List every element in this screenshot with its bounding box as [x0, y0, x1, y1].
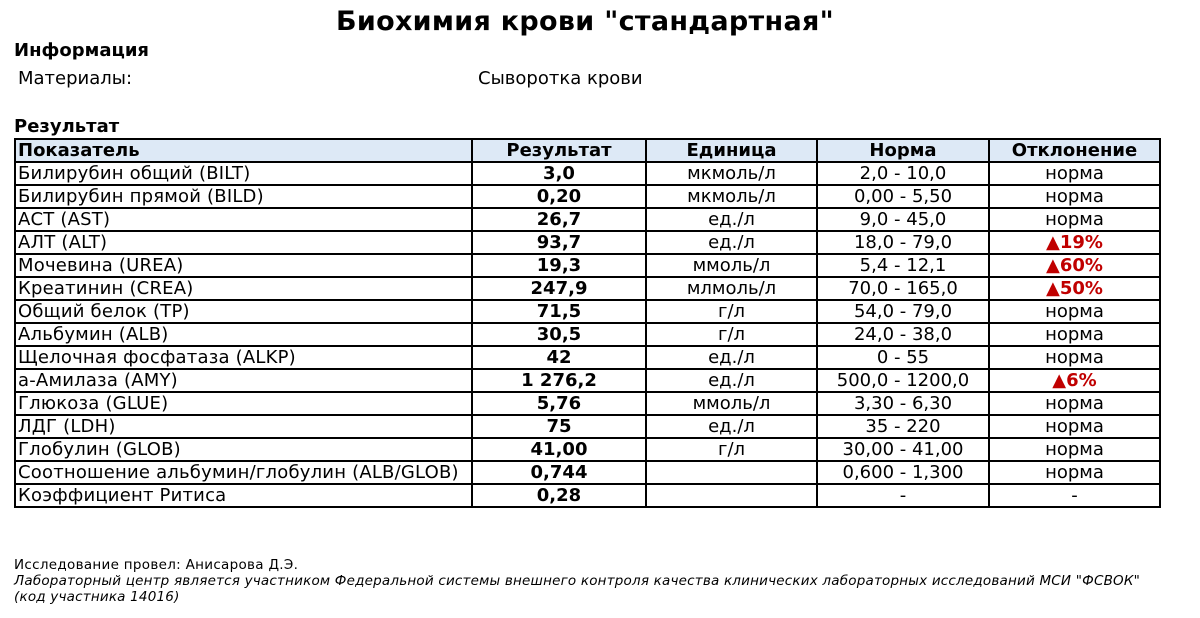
cell-result: 0,744 — [472, 461, 646, 484]
cell-result: 75 — [472, 415, 646, 438]
cell-norm: 0,600 - 1,300 — [817, 461, 989, 484]
cell-deviation: норма — [989, 415, 1160, 438]
cell-unit — [646, 461, 817, 484]
cell-unit: ед./л — [646, 208, 817, 231]
result-heading: Результат — [14, 116, 120, 137]
cell-unit: ед./л — [646, 346, 817, 369]
table-row — [15, 208, 1160, 231]
cell-result: 19,3 — [472, 254, 646, 277]
cell-indicator: Глобулин (GLOB) — [15, 438, 472, 461]
column-header-result: Результат — [472, 139, 646, 162]
table-row — [15, 162, 1160, 185]
cell-unit: г/л — [646, 300, 817, 323]
table-row — [15, 231, 1160, 254]
cell-deviation: норма — [989, 461, 1160, 484]
cell-result: 30,5 — [472, 323, 646, 346]
table-row — [15, 461, 1160, 484]
cell-norm: 24,0 - 38,0 — [817, 323, 989, 346]
cell-deviation: норма — [989, 185, 1160, 208]
cell-deviation: норма — [989, 208, 1160, 231]
cell-unit: мкмоль/л — [646, 185, 817, 208]
table-row — [15, 185, 1160, 208]
cell-unit: г/л — [646, 438, 817, 461]
cell-result: 26,7 — [472, 208, 646, 231]
cell-deviation: ▲19% — [989, 231, 1160, 254]
table-row — [15, 254, 1160, 277]
cell-indicator: ЛДГ (LDH) — [15, 415, 472, 438]
cell-result: 247,9 — [472, 277, 646, 300]
cell-result: 5,76 — [472, 392, 646, 415]
table-row — [15, 323, 1160, 346]
page-title: Биохимия крови "стандартная" — [336, 6, 834, 37]
cell-result: 3,0 — [472, 162, 646, 185]
results-body — [15, 162, 1160, 507]
cell-result: 42 — [472, 346, 646, 369]
materials-label: Материалы: — [18, 68, 133, 89]
cell-indicator: Мочевина (UREA) — [15, 254, 472, 277]
cell-result: 93,7 — [472, 231, 646, 254]
cell-deviation: норма — [989, 162, 1160, 185]
table-row — [15, 346, 1160, 369]
cell-norm: 2,0 - 10,0 — [817, 162, 989, 185]
column-header-norm: Норма — [817, 139, 989, 162]
cell-indicator: Коэффициент Ритиса — [15, 484, 472, 507]
materials-value: Сыворотка крови — [478, 68, 643, 89]
cell-deviation: норма — [989, 323, 1160, 346]
cell-norm: 500,0 - 1200,0 — [817, 369, 989, 392]
table-row — [15, 277, 1160, 300]
cell-deviation: ▲50% — [989, 277, 1160, 300]
cell-result: 71,5 — [472, 300, 646, 323]
cell-norm: 5,4 - 12,1 — [817, 254, 989, 277]
cell-norm: 54,0 - 79,0 — [817, 300, 989, 323]
cell-norm: 9,0 - 45,0 — [817, 208, 989, 231]
cell-indicator: АСТ (AST) — [15, 208, 472, 231]
cell-deviation: - — [989, 484, 1160, 507]
cell-deviation: ▲60% — [989, 254, 1160, 277]
cell-indicator: Общий белок (TP) — [15, 300, 472, 323]
cell-norm: - — [817, 484, 989, 507]
cell-unit: ед./л — [646, 415, 817, 438]
cell-norm: 18,0 - 79,0 — [817, 231, 989, 254]
table-row — [15, 484, 1160, 507]
table-row — [15, 300, 1160, 323]
cell-unit: ед./л — [646, 231, 817, 254]
cell-norm: 0 - 55 — [817, 346, 989, 369]
table-row — [15, 392, 1160, 415]
cell-indicator: Глюкоза (GLUE) — [15, 392, 472, 415]
cell-indicator: Билирубин прямой (BILD) — [15, 185, 472, 208]
lab-note: Лабораторный центр является участником Федеральной системы внешнего контроля качества клинических лабораторных исследований МСИ "ФСВОК" (код участника 14016) — [14, 573, 1141, 605]
cell-unit: ед./л — [646, 369, 817, 392]
cell-deviation: ▲6% — [989, 369, 1160, 392]
cell-indicator: Соотношение альбумин/глобулин (ALB/GLOB) — [15, 461, 472, 484]
info-heading: Информация — [14, 40, 149, 61]
cell-indicator: a-Амилаза (AMY) — [15, 369, 472, 392]
cell-norm: 35 - 220 — [817, 415, 989, 438]
cell-deviation: норма — [989, 300, 1160, 323]
column-header-unit: Единица — [646, 139, 817, 162]
column-header-indicator: Показатель — [15, 139, 472, 162]
cell-deviation: норма — [989, 346, 1160, 369]
table-row — [15, 415, 1160, 438]
cell-unit: ммоль/л — [646, 254, 817, 277]
cell-norm: 3,30 - 6,30 — [817, 392, 989, 415]
cell-result: 0,20 — [472, 185, 646, 208]
cell-norm: 30,00 - 41,00 — [817, 438, 989, 461]
cell-indicator: Креатинин (CREA) — [15, 277, 472, 300]
table-header-row — [15, 139, 1160, 162]
column-header-deviation: Отклонение — [989, 139, 1160, 162]
cell-unit: млмоль/л — [646, 277, 817, 300]
cell-norm: 0,00 - 5,50 — [817, 185, 989, 208]
cell-deviation: норма — [989, 392, 1160, 415]
cell-result: 0,28 — [472, 484, 646, 507]
cell-unit: ммоль/л — [646, 392, 817, 415]
performed-by: Исследование провел: Анисарова Д.Э. — [14, 557, 299, 573]
cell-unit: мкмоль/л — [646, 162, 817, 185]
cell-norm: 70,0 - 165,0 — [817, 277, 989, 300]
results-table — [14, 138, 1161, 508]
cell-indicator: Билирубин общий (BILT) — [15, 162, 472, 185]
cell-result: 41,00 — [472, 438, 646, 461]
cell-deviation: норма — [989, 438, 1160, 461]
cell-indicator: АЛТ (ALT) — [15, 231, 472, 254]
cell-indicator: Альбумин (ALB) — [15, 323, 472, 346]
table-row — [15, 438, 1160, 461]
cell-result: 1 276,2 — [472, 369, 646, 392]
cell-unit — [646, 484, 817, 507]
table-row — [15, 369, 1160, 392]
cell-indicator: Щелочная фосфатаза (ALKP) — [15, 346, 472, 369]
cell-unit: г/л — [646, 323, 817, 346]
